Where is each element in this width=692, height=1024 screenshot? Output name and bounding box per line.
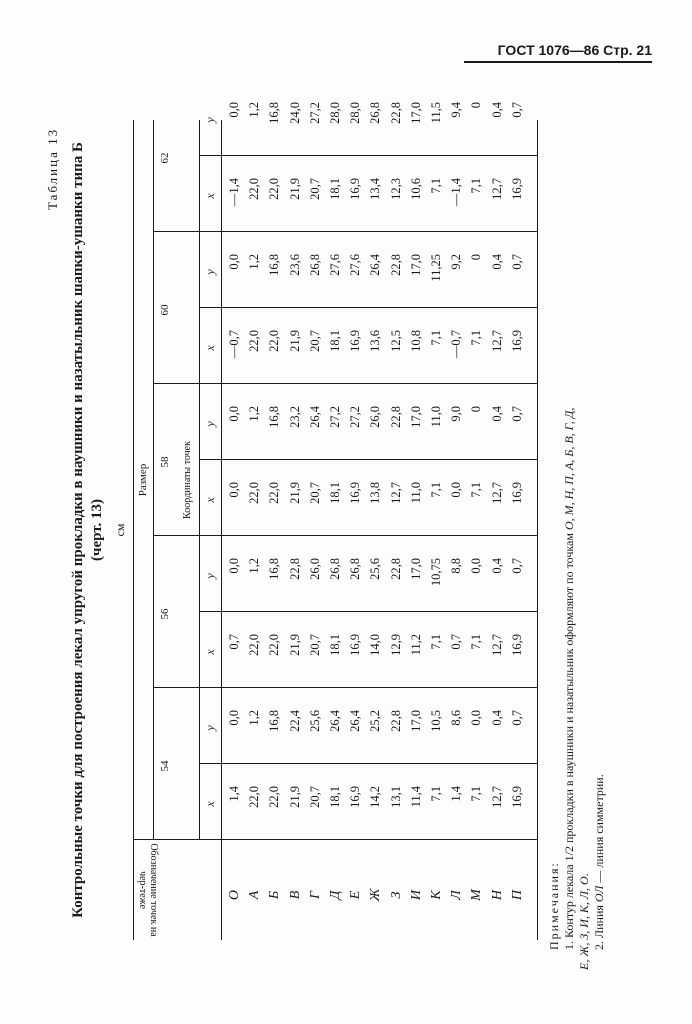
row-label: Ж (368, 888, 384, 902)
table-cell: 0 (469, 254, 484, 261)
table-cell: 20,7 (307, 178, 322, 200)
table-cell: —0,7 (449, 330, 464, 359)
table-cell: 1,2 (247, 406, 262, 422)
note-1-points-cont: Е, Ж, З, И, К, Л, О. (577, 873, 591, 970)
table-cell: 7,1 (429, 482, 443, 498)
page-header: ГОСТ 1076—86 Стр. 21 (464, 42, 652, 63)
table-cell: 0,0 (227, 710, 241, 726)
axis-y-label: y (203, 117, 217, 123)
size-58: 58 (159, 456, 171, 468)
table-cell: 0,7 (509, 406, 524, 422)
table-cell: 9,0 (449, 406, 464, 422)
table-cell: 20,7 (307, 330, 322, 352)
table-cell: 23,2 (287, 406, 302, 428)
table-cell: 22,0 (267, 482, 282, 504)
table-cell: 27,6 (328, 254, 342, 276)
row-label: Л (449, 890, 465, 900)
table-cell: —1,4 (449, 178, 464, 207)
table-cell: 1,2 (247, 558, 262, 574)
note-1-points: О, М, Н, П, А, Б, В, Г, Д, (562, 407, 576, 531)
rule-header-bottom (221, 120, 222, 940)
table-cell: 22,8 (388, 254, 403, 276)
table-cell: 22,8 (388, 406, 403, 428)
table-cell: 27,2 (307, 102, 322, 124)
table-cell: 12,7 (489, 482, 504, 504)
table-cell: 21,9 (287, 330, 302, 352)
table-cell: 0 (469, 102, 484, 109)
table-cell: 21,9 (287, 634, 302, 656)
row-label: И (408, 889, 424, 901)
row-label: М (469, 889, 485, 901)
table-cell: 28,0 (348, 102, 363, 124)
table-cell: 20,7 (307, 482, 322, 504)
table-cell: 7,1 (429, 178, 443, 194)
table-cell: 14,2 (368, 786, 383, 808)
table-cell: 0,0 (227, 406, 241, 422)
table-cell: 0,4 (489, 406, 504, 422)
axis-y-label: y (203, 725, 217, 731)
table-cell: 25,6 (368, 558, 383, 580)
table-cell: 22,0 (267, 786, 282, 808)
header-coords: Координаты точек (182, 441, 193, 519)
rule-bottom (537, 120, 538, 940)
table-cell: 0,7 (449, 634, 464, 650)
table-cell: 22,8 (388, 558, 403, 580)
axis-x-label: x (203, 497, 217, 503)
note-2-prefix: 2. Линия (592, 902, 606, 950)
note-1-prefix: 1. Контур лекала (562, 861, 576, 950)
table-cell: 21,9 (287, 178, 302, 200)
table-cell: 0,4 (489, 710, 504, 726)
note-1 (562, 408, 577, 950)
table-cell: 16,9 (509, 786, 524, 808)
table-cell: 22,0 (267, 178, 282, 200)
header-point-col: Обозначение точек на чер-теже (137, 843, 159, 937)
table-cell: 11,25 (429, 254, 443, 282)
table-cell: 22,8 (388, 102, 403, 124)
table-cell: 0,7 (509, 102, 524, 118)
axis-y-label: y (203, 269, 217, 275)
table-cell: 22,8 (287, 558, 302, 580)
axis-x-label: x (203, 193, 217, 199)
table-caption: Таблица 13 (45, 127, 60, 210)
table-cell: 13,4 (368, 178, 383, 200)
table-cell: 0,4 (489, 254, 504, 270)
table-cell: 0,0 (449, 482, 464, 498)
row-label: П (509, 889, 525, 901)
table-cell: 0,0 (227, 482, 241, 498)
table-cell: 16,8 (267, 102, 282, 124)
axis-x-label: x (203, 649, 217, 655)
note-1-fraction: 1/2 (562, 846, 576, 862)
table-cell: 7,1 (469, 482, 484, 498)
row-label: Е (348, 890, 364, 900)
note-2 (592, 774, 607, 950)
table-cell: 22,0 (247, 634, 262, 656)
table-cell: —0,7 (227, 330, 241, 359)
table-cell: 16,9 (348, 786, 363, 808)
table-cell: 26,8 (348, 558, 363, 580)
table-cell: 16,9 (509, 330, 524, 352)
table-cell: 7,1 (469, 786, 484, 802)
axis-x-label: x (203, 801, 217, 807)
table-cell: 0,7 (509, 710, 524, 726)
axis-y-label: y (203, 573, 217, 579)
table-cell: 16,9 (509, 634, 524, 656)
table-cell: 16,8 (267, 406, 282, 428)
table-cell: 11,5 (429, 102, 443, 124)
rule-top (133, 120, 134, 940)
table-cell: 23,6 (287, 254, 302, 276)
table-cell: 7,1 (469, 330, 484, 346)
table-cell: 26,8 (307, 254, 322, 276)
table-cell: 16,9 (348, 634, 363, 656)
table-cell: 26,8 (368, 102, 383, 124)
table-cell: 26,4 (307, 406, 322, 428)
table-cell: 11,0 (429, 406, 443, 428)
table-cell: 7,1 (469, 178, 484, 194)
row-label: Б (267, 890, 283, 900)
size-60: 60 (159, 304, 171, 316)
table-cell: 16,8 (267, 254, 282, 276)
table-cell: 12,5 (388, 330, 403, 352)
table-cell: 1,2 (247, 710, 262, 726)
table-cell: 10,8 (408, 330, 423, 352)
table-cell: 1,4 (227, 786, 241, 802)
table-cell: 12,9 (388, 634, 403, 656)
table-cell: 28,0 (328, 102, 342, 124)
row-label: Д (328, 890, 343, 900)
row-label: К (429, 890, 444, 900)
table-cell: 11,4 (408, 786, 423, 808)
axis-x-label: x (203, 345, 217, 351)
table-cell: 16,9 (348, 178, 363, 200)
table-cell: 0 (469, 406, 484, 413)
table-cell: 0,0 (227, 102, 241, 118)
header-size: Размер (137, 463, 149, 497)
table-cell: 12,7 (489, 330, 504, 352)
row-label: Г (307, 891, 323, 899)
note-1-text: прокладки в наушники и назатыльник оформляют по точкам (562, 533, 576, 847)
table-cell: 17,0 (408, 102, 423, 124)
notes-heading: Примечания: (547, 861, 561, 950)
table-title-line2: (черт. 13) (89, 499, 105, 561)
table-cell: 26,4 (328, 710, 342, 732)
table-cell: 17,0 (408, 710, 423, 732)
table-cell: 7,1 (429, 330, 443, 346)
table-cell: 0,7 (227, 634, 241, 650)
table-cell: 17,0 (408, 558, 423, 580)
table-cell: 27,2 (348, 406, 363, 428)
table-cell: 16,8 (267, 710, 282, 732)
note-2-ol: ОЛ (592, 885, 606, 903)
table-cell: 0,7 (509, 254, 524, 270)
table-cell: 0,0 (469, 710, 484, 726)
table-cell: 26,8 (328, 558, 342, 580)
table-unit: см (113, 523, 127, 537)
table-cell: 0,4 (489, 558, 504, 574)
table-cell: 13,1 (388, 786, 403, 808)
table-cell: 12,7 (388, 482, 403, 504)
table-cell: 8,8 (449, 558, 464, 574)
table-cell: 10,75 (429, 558, 443, 587)
table-cell: 26,4 (368, 254, 383, 276)
table-cell: 20,7 (307, 634, 322, 656)
rule-xy (199, 120, 200, 840)
table-cell: 12,7 (489, 634, 504, 656)
table-cell: 11,2 (408, 634, 423, 656)
row-label: Н (489, 889, 505, 901)
table-cell: 10,5 (429, 710, 443, 732)
table-cell: 17,0 (408, 406, 423, 428)
table-cell: 9,2 (449, 254, 464, 270)
table-cell: 12,7 (489, 786, 504, 808)
table-cell: 27,2 (328, 406, 342, 428)
table-cell: 24,0 (287, 102, 302, 124)
table-cell: 18,1 (328, 786, 342, 808)
table-cell: 25,6 (307, 710, 322, 732)
row-label: А (247, 890, 263, 900)
table-cell: 22,0 (267, 634, 282, 656)
axis-y-label: y (203, 421, 217, 427)
size-56: 56 (159, 608, 171, 620)
table-cell: 12,7 (489, 178, 504, 200)
table-cell: 26,4 (348, 710, 363, 732)
table-cell: 1,4 (449, 786, 464, 802)
table-cell: 0,0 (227, 254, 241, 270)
table-cell: 22,0 (247, 178, 262, 200)
table-cell: 22,0 (247, 786, 262, 808)
table-cell: 10,6 (408, 178, 423, 200)
table-cell: 27,6 (348, 254, 363, 276)
row-label: З (388, 891, 404, 899)
table-cell: 26,0 (368, 406, 383, 428)
table-cell: 18,1 (328, 178, 342, 200)
table-cell: 13,8 (368, 482, 383, 504)
table-cell: 16,9 (348, 330, 363, 352)
table-cell: 8,6 (449, 710, 464, 726)
table-cell: 16,8 (267, 558, 282, 580)
row-label: О (227, 889, 242, 901)
note-2-text: — линия симметрии. (592, 774, 606, 886)
table-cell: 26,0 (307, 558, 322, 580)
table-cell: 20,7 (307, 786, 322, 808)
table-cell: 22,0 (247, 330, 262, 352)
row-label: В (287, 890, 303, 900)
table-cell: 16,9 (509, 178, 524, 200)
table-cell: 9,4 (449, 102, 464, 118)
table-cell: 0,0 (469, 558, 484, 574)
table-title-line1: Контрольные точки для построения лекал упругой прокладки в наушники и назатыльник шапки-ушанки типа Б (70, 142, 86, 918)
size-54: 54 (159, 760, 171, 772)
size-62: 62 (159, 152, 171, 164)
table-cell: —1,4 (227, 178, 241, 207)
table-cell: 22,0 (267, 330, 282, 352)
table-cell: 21,9 (287, 786, 302, 808)
table-cell: 22,0 (247, 482, 262, 504)
table-cell: 18,1 (328, 482, 342, 504)
rotated-table-page (25, 80, 625, 980)
table-cell: 16,9 (509, 482, 524, 504)
table-cell: 11,0 (408, 482, 423, 504)
table-cell: 0,7 (509, 558, 524, 574)
table-cell: 7,1 (469, 634, 484, 650)
table-cell: 7,1 (429, 634, 443, 650)
table-cell: 17,0 (408, 254, 423, 276)
table-cell: 14,0 (368, 634, 383, 656)
table-cell: 12,3 (388, 178, 403, 200)
table-cell: 7,1 (429, 786, 443, 802)
table-cell: 1,2 (247, 102, 262, 118)
table-cell: 13,6 (368, 330, 383, 352)
table-cell: 25,2 (368, 710, 383, 732)
table-cell: 18,1 (328, 330, 342, 352)
table-cell: 21,9 (287, 482, 302, 504)
table-cell: 1,2 (247, 254, 262, 270)
table-cell: 16,9 (348, 482, 363, 504)
table-cell: 0,0 (227, 558, 241, 574)
table-cell: 22,4 (287, 710, 302, 732)
table-cell: 22,8 (388, 710, 403, 732)
table-cell: 0,4 (489, 102, 504, 118)
table-cell: 18,1 (328, 634, 342, 656)
rule-size (153, 120, 154, 840)
